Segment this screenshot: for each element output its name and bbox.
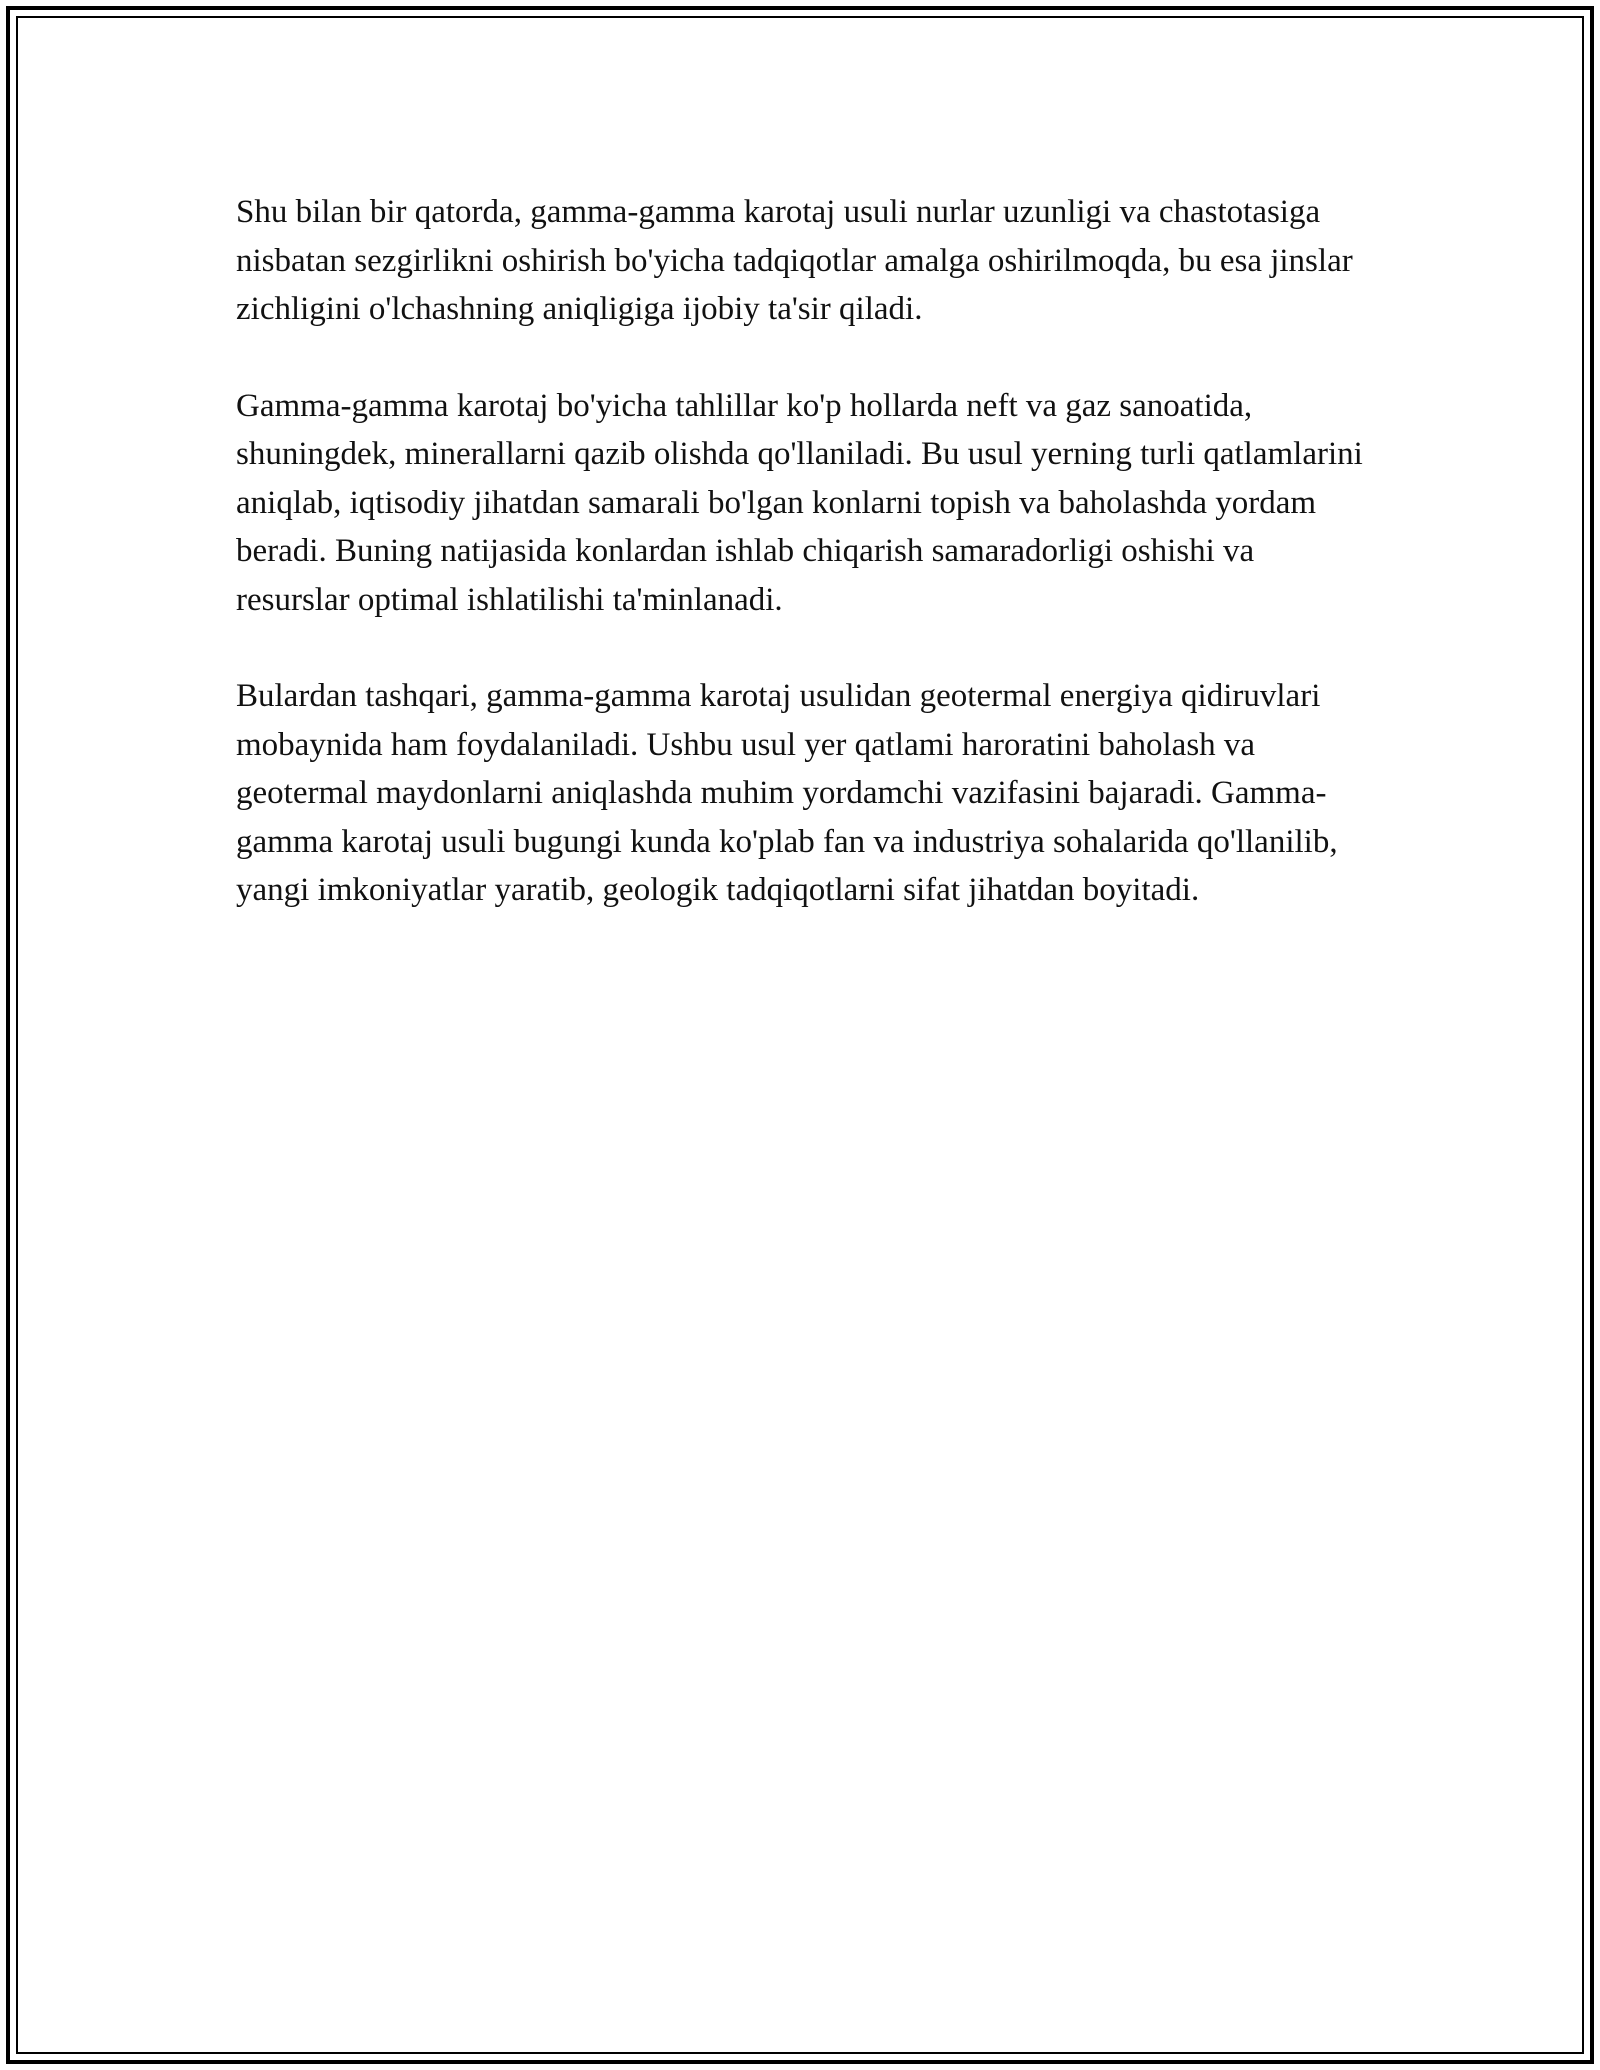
paragraph: Bulardan tashqari, gamma-gamma karotaj usulidan geotermal energiya qidiruvlari mobaynida ham foydalaniladi. Ushbu usul yer qatlami haroratini baholash va geotermal maydonlarni aniqlashda muhim yordamchi vazifasini bajaradi. Gamma-gamma karotaj usuli bugungi kunda ko'plab fan va industriya sohalarida qo'llanilib, yangi imkoniyatlar yaratib, geologik tadqiqotlarni sifat jihatdan boyitadi. [236,678,1338,908]
document-body [236,188,1376,963]
paragraph: Shu bilan bir qatorda, gamma-gamma karotaj usuli nurlar uzunligi va chastotasiga nisbatan sezgirlikni oshirish bo'yicha tadqiqotlar amalga oshirilmoqda, bu esa jinslar zichligini o'lchashning aniqligiga ijobiy ta'sir qiladi. [236,194,1353,327]
paragraph: Gamma-gamma karotaj bo'yicha tahlillar ko'p hollarda neft va gaz sanoatida, shuningdek, minerallarni qazib olishda qo'llaniladi. Bu usul yerning turli qatlamlarini aniqlab, iqtisodiy jihatdan samarali bo'lgan konlarni topish va baholashda yordam beradi. Buning natijasida konlardan ishlab chiqarish samaradorligi oshishi va resurslar optimal ishlatilishi ta'minlanadi. [236,387,1363,618]
